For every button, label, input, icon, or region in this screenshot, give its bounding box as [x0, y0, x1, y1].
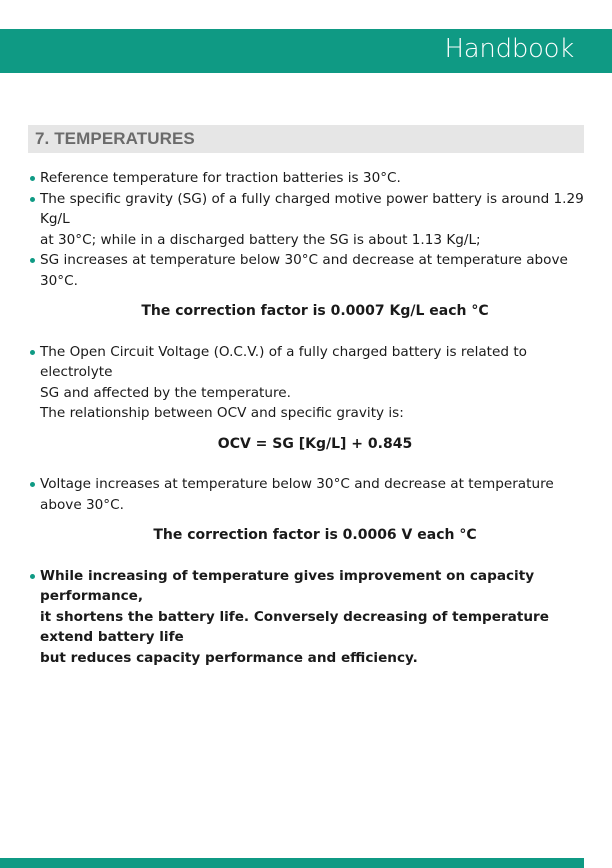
- bullet-text-line: above 30°C.: [40, 496, 124, 513]
- bullet-open-circuit-voltage: [30, 342, 590, 424]
- footer-bar: [0, 858, 584, 868]
- bullet-capacity-life: [30, 566, 590, 669]
- section-heading: 7. TEMPERATURES: [35, 129, 195, 148]
- header-bar: [0, 29, 612, 73]
- bullet-voltage-temperature: [30, 474, 590, 515]
- bullet-text-line: but reduces capacity performance and efficiency.: [40, 649, 418, 666]
- bullet-text-line: SG and affected by the temperature.: [40, 384, 291, 401]
- ocv-formula: OCV = SG [Kg/L] + 0.845: [217, 435, 413, 452]
- header-title: Handbook: [444, 34, 574, 64]
- bullet-text-line: While increasing of temperature gives improvement on capacity performance,: [40, 567, 535, 604]
- section-heading-bar: [28, 125, 584, 153]
- bullet-text: Reference temperature for traction batteries is 30°C.: [40, 170, 401, 186]
- bullet-text-line: it shortens the battery life. Conversely decreasing of temperature extend battery life: [40, 608, 549, 645]
- bullet-specific-gravity: [30, 189, 590, 251]
- bullet-reference-temperature: [30, 168, 590, 189]
- bullet-text: SG increases at temperature below 30°C and decrease at temperature above 30°C.: [40, 252, 568, 289]
- correction-factor-sg: The correction factor is 0.0007 Kg/L each °C: [141, 303, 489, 319]
- correction-factor-voltage: The correction factor is 0.0006 V each °C: [153, 527, 477, 543]
- bullet-text-line: at 30°C; while in a discharged battery the SG is about 1.13 Kg/L;: [40, 231, 481, 248]
- bullet-text-line: The relationship between OCV and specific gravity is:: [40, 405, 404, 421]
- bullet-sg-temperature: [30, 250, 590, 291]
- bullet-text-line: The specific gravity (SG) of a fully charged motive power battery is around 1.29 Kg/L: [40, 190, 584, 227]
- content-body: [30, 168, 590, 668]
- bullet-text-line: Voltage increases at temperature below 30°C and decrease at temperature: [40, 476, 554, 492]
- bullet-text-line: The Open Circuit Voltage (O.C.V.) of a fully charged battery is related to electrolyte: [40, 343, 527, 380]
